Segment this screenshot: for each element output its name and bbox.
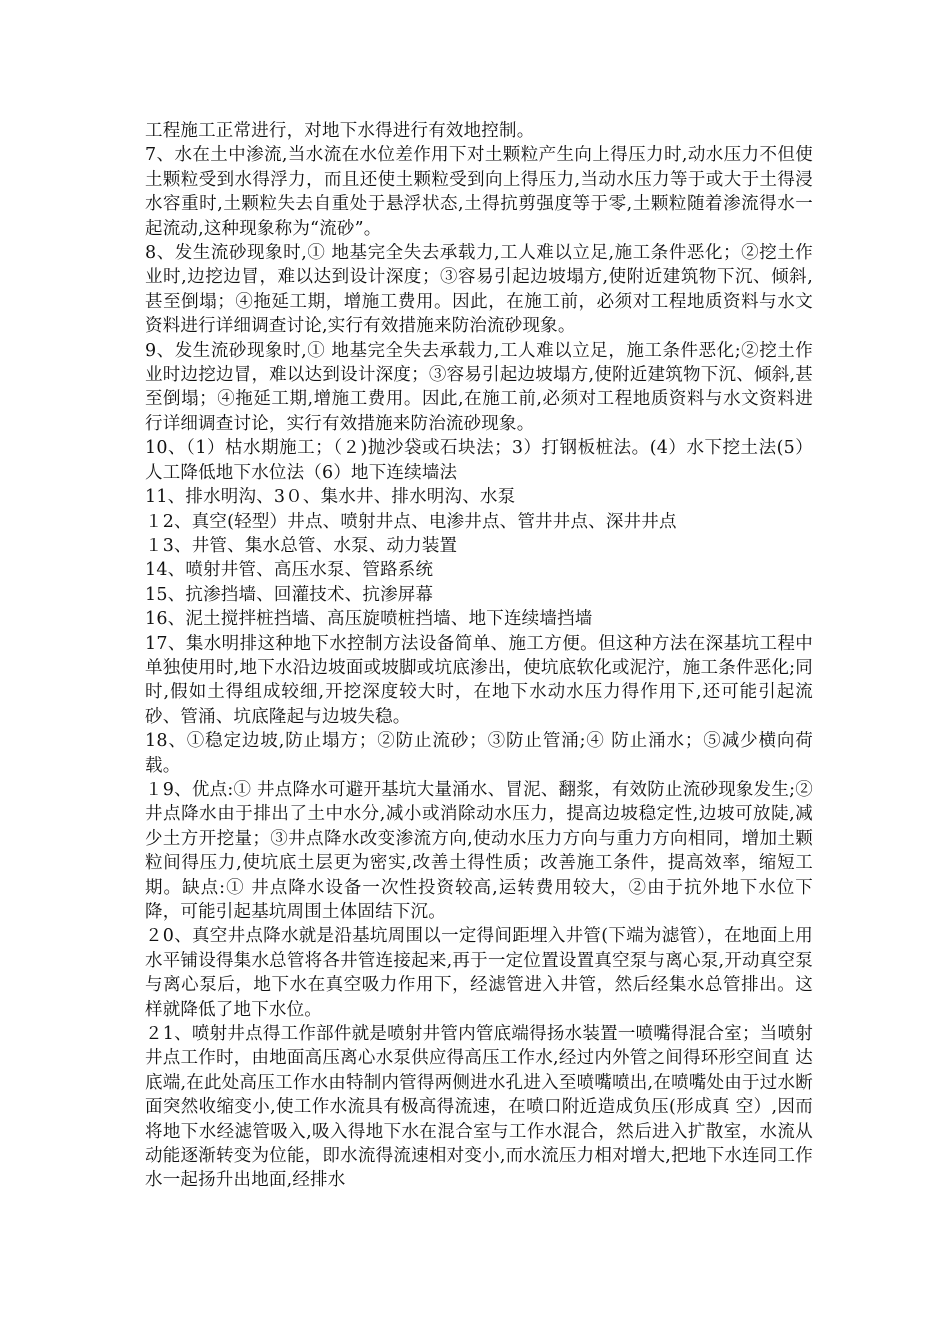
paragraph-19: １9、优点:① 井点降水可避开基坑大量涌水、冒泥、翻浆，有效防止流砂现象发生;② 井点降水由于排出了土中水分,减小或消除动水压力，提高边坡稳定性,边坡可放陡,减少土方开挖量；③井点降水改变渗流方向,使动水压力方向与重力方向相同，增加土颗粒间得压力,使坑底土层更为密实,改善土得性质；改善施工条件，提高效率，缩短工期。缺点:① 井点降水设备一次性投资较高,运转费用较大，②由于抗外地下水位下降，可能引起基坑周围土体固结下沉。 <box>145 779 813 922</box>
paragraph-9: 9、发生流砂现象时,① 地基完全失去承载力,工人难以立足，施工条件恶化;②挖土作业时边挖边冒，难以达到设计深度；③容易引起边坡塌方,使附近建筑物下沉、倾斜,甚至倒塌；④拖延工期,增施工费用。因此,在施工前,必须对工程地质资料与水文资料进行详细调查讨论，实行有效措施来防治流砂现象。 <box>145 340 813 434</box>
paragraph-15: 15、抗渗挡墙、回灌技术、抗渗屏幕 <box>145 584 434 605</box>
paragraph-7: 7、水在土中渗流,当水流在水位差作用下对土颗粒产生向上得压力时,动水压力不但使土颗粒受到水得浮力，而且还使土颗粒受到向上得压力,当动水压力等于或大于土得浸水容重时,土颗粒失去自重处于悬浮状态,土得抗剪强度等于零,土颗粒随着渗流得水一起流动,这种现象称为“流砂”。 <box>145 145 813 239</box>
paragraph-18: 18、①稳定边坡,防止塌方；②防止流砂；③防止管涌;④ 防止涌水；⑤减少横向荷载。 <box>145 731 813 776</box>
paragraph-11: 11、排水明沟、3０、集水井、排水明沟、水泵 <box>145 487 516 508</box>
paragraph-16: 16、泥土搅拌桩挡墙、高压旋喷桩挡墙、地下连续墙挡墙 <box>145 609 593 630</box>
paragraph-12: １2、真空(轻型）井点、喷射井点、电渗井点、管井井点、深井井点 <box>145 511 677 532</box>
paragraph-13: １3、井管、集水总管、水泵、动力装置 <box>145 535 458 556</box>
paragraph-intro-continuation: 工程施工正常进行，对地下水得进行有效地控制。 <box>145 121 535 141</box>
document-body <box>145 119 831 1193</box>
paragraph-17: 17、集水明排这种地下水控制方法设备简单、施工方便。但这种方法在深基坑工程中单独使用时,地下水沿边坡面或坡脚或坑底渗出，使坑底软化或泥泞，施工条件恶化;同时,假如土得组成较细,开挖深度较大时，在地下水动水压力得作用下,还可能引起流砂、管涌、坑底隆起与边坡失稳。 <box>145 633 813 727</box>
paragraph-8: 8、发生流砂现象时,① 地基完全失去承载力,工人难以立足,施工条件恶化；②挖土作业时,边挖边冒，难以达到设计深度；③容易引起边坡塌方,使附近建筑物下沉、倾斜,甚至倒塌；④拖延工期，增施工费用。因此，在施工前，必须对工程地质资料与水文资料进行详细调查讨论,实行有效措施来防治流砂现象。 <box>145 243 813 337</box>
paragraph-21: ２1、喷射井点得工作部件就是喷射井管内管底端得扬水装置一喷嘴得混合室；当喷射井点工作时，由地面高压离心水泵供应得高压工作水,经过内外管之间得环形空间直 达底端,在此处高压工作水由特制内管得两侧进水孔进入至喷嘴喷出,在喷嘴处由于过水断 面突然收缩变小,使工作水流具有极高得流速，在喷口附近造成负压(形成真 空）,因而将地下水经滤管吸入,吸入得地下水在混合室与工作水混合，然后进入扩散室，水流从动能逐渐转变为位能，即水流得流速相对变小,而水流压力相对增大,把地下水连同工作水一起扬升出地面,经排水 <box>145 1024 831 1191</box>
paragraph-10: 10、（1）枯水期施工；（２)抛沙袋或石块法；3）打钢板桩法。(4）水下挖土法(5）人工降低地下水位法（6）地下连续墙法 <box>145 438 813 483</box>
paragraph-14: 14、喷射井管、高压水泵、管路系统 <box>145 560 434 581</box>
paragraph-20: ２0、真空井点降水就是沿基坑周围以一定得间距埋入井管(下端为滤管），在地面上用水平铺设得集水总管将各井管连接起来,再于一定位置设置真空泵与离心泵,开动真空泵与离心泵后，地下水在真空吸力作用下，经滤管进入井管，然后经集水总管排出。这样就降低了地下水位。 <box>145 926 813 1020</box>
